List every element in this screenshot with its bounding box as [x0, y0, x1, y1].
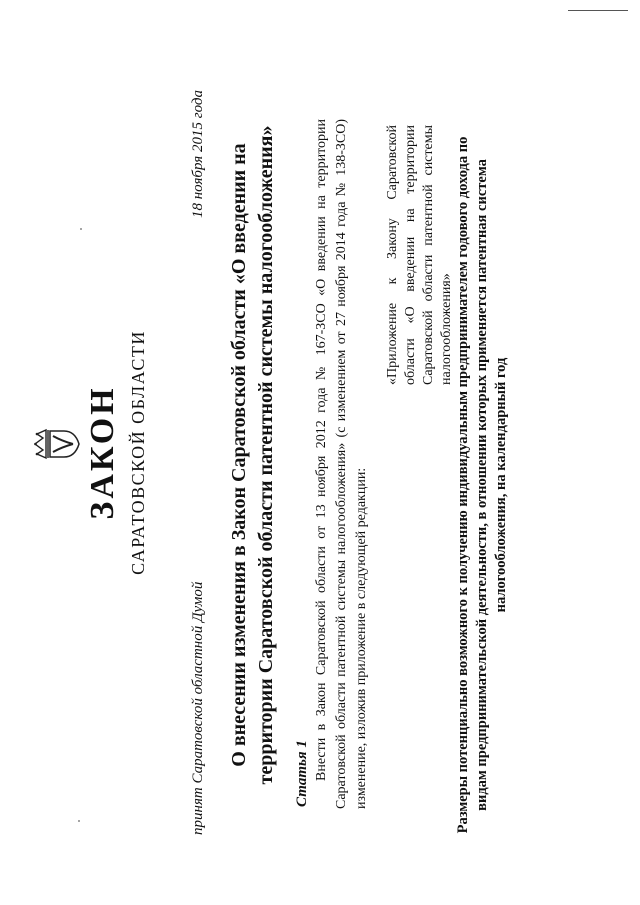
article-text: Внести в Закон Саратовской области от 13 ноября 2012 года № 167-ЗСО «О введении на территории Саратовской области патентной системы налогообложения» (с изменением от 27 ноября 2014 года № 138-ЗСО) изменение, изложив приложение в следующей редакции: — [314, 119, 369, 809]
saratov-coat-of-arms-icon — [34, 421, 80, 467]
section-heading: Размеры потенциально возможного к получению индивидуальным предпринимателем годового дохода по видам предпринимательской деятельности, в отношении которых применяется патентная система налогообложения, на календарный год — [455, 136, 509, 834]
law-heading: О внесении изменения в Закон Саратовской области «О введении на территории Саратовской области патентной системы налогообложения» — [228, 125, 277, 785]
adoption-date: 18 ноября 2015 года — [190, 90, 206, 219]
law-title: ЗАКОН — [84, 385, 121, 520]
region-name: САРАТОВСКОЙ ОБЛАСТИ — [128, 330, 148, 575]
appendix-note: «Приложение к Закону Саратовской области «О введении на территории Саратовской области патентной системы налогообложения» — [385, 125, 454, 385]
adopted-by: принят Саратовской областной Думой — [190, 581, 206, 835]
article-label: Статья 1 — [294, 740, 310, 807]
